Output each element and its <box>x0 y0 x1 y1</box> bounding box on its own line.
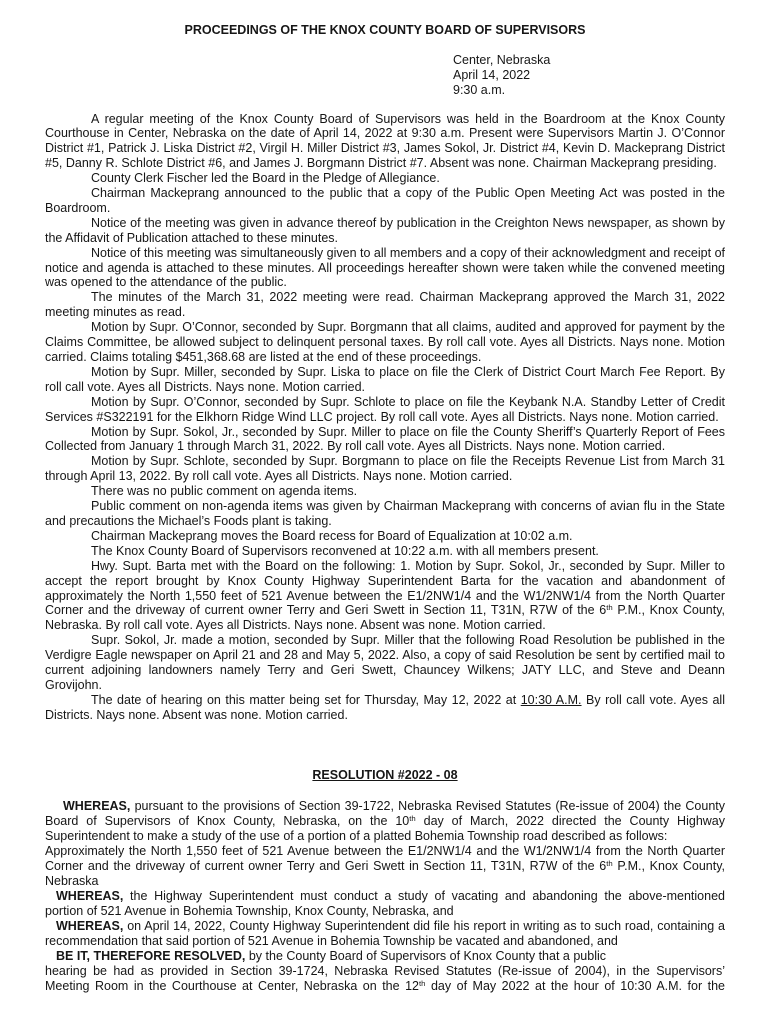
minutes-paragraph <box>45 454 725 484</box>
minutes-paragraph <box>45 529 725 544</box>
resolution-paragraph <box>45 889 725 919</box>
paragraph-text: Notice of the meeting was given in advance thereof by publication in the Creighton News newspaper, as shown by the Affidavit of Publication attached to these minutes. <box>45 215 725 245</box>
paragraph-text: P.M., Knox County, Nebraska <box>45 858 726 888</box>
meeting-date: April 14, 2022 <box>453 68 531 82</box>
minutes-paragraph <box>45 544 725 559</box>
resolution-paragraph <box>45 949 725 964</box>
paragraph-text: Motion by Supr. O’Connor, seconded by Supr. Schlote to place on file the Keybank N.A. Standby Letter of Credit Services #S322191 for the Elkhorn Ridge Wind LLC project. By roll call vote. Ayes all Districts. Nays none. Motion carried. <box>45 394 725 424</box>
paragraph-text: There was no public comment on agenda items. <box>91 484 358 499</box>
dateline <box>453 53 550 98</box>
paragraph-text: Chairman Mackeprang announced to the public that a copy of the Public Open Meeting Act was posted in the Boardroom. <box>45 186 725 215</box>
paragraph-text: on April 14, 2022, County Highway Superintendent did file his report in writing as to such road, containing a recommendation that said portion of 521 Avenue in Bohemia Township be vacated and abandoned, and <box>45 918 725 948</box>
paragraph-text: County Clerk Fischer led the Board in the Pledge of Allegiance. <box>91 171 440 186</box>
paragraph-text: Public comment on non-agenda items was given by Chairman Mackeprang with concerns of avian flu in the State and precautions the Michael’s Foods plant is taking. <box>45 499 725 528</box>
bold-lead-in: WHEREAS, <box>63 798 131 813</box>
minutes-paragraph <box>45 246 725 291</box>
minutes-paragraph <box>45 171 725 186</box>
minutes-paragraph <box>45 320 725 365</box>
paragraph-text: pursuant to the provisions of Section 39-1722, Nebraska Revised Statutes (Re-issue of 2004) the County Board of Supervisors of Knox County, Nebraska, on the 10 <box>45 798 725 828</box>
paragraph-text: A regular meeting of the Knox County Board of Supervisors was held in the Boardroom at the Knox County Courthouse in Center, Nebraska on the date of April 14, 2022 at 9:30 a.m. Present were Supervisors Martin J. O’Connor District #1, Patrick J. Liska District #2, Virgil H. Miller District #3, James Sokol, Jr. District #4, Kevin D. Mackeprang District #5, Danny R. Schlote District #6, and James J. Borgmann District #7. Absent was none. Chairman Mackeprang presiding. <box>45 111 725 171</box>
paragraph-text: Notice of this meeting was simultaneously given to all members and a copy of their acknowledgment and receipt of notice and agenda is attached to these minutes. All proceedings hereafter shown were taken while the convened meeting was opened to the attendance of the public. <box>45 245 725 290</box>
resolution-body <box>45 799 725 995</box>
paragraph-text: day of May 2022 at the hour of 10:30 A.M. for the <box>425 979 726 994</box>
paragraph-text: by the County Board of Supervisors of Knox County that a public <box>245 948 606 963</box>
resolution-paragraph <box>45 919 725 949</box>
paragraph-text: The Knox County Board of Supervisors reconvened at 10:22 a.m. with all members present. <box>91 543 599 558</box>
paragraph-text: Motion by Supr. Sokol, Jr., seconded by Supr. Miller to place on file the County Sheriff’s Quarterly Report of Fees Collected from January 1 through March 31, 2022. By roll call vote. Ayes all Districts. Nays none. Motion carried. <box>45 424 725 454</box>
paragraph-text: Motion by Supr. Schlote, seconded by Supr. Borgmann to place on file the Receipts Revenue List from March 31 through April 13, 2022. By roll call vote. Ayes all Districts. Nays none. Motion carried. <box>45 454 725 484</box>
minutes-paragraph <box>45 365 725 395</box>
ordinal-superscript: th <box>606 858 613 868</box>
resolution-heading: RESOLUTION #2022 - 08 <box>312 767 458 782</box>
ordinal-superscript: th <box>606 603 613 613</box>
resolution-paragraph <box>45 844 725 889</box>
minutes-body <box>45 112 725 723</box>
paragraph-text: Supr. Sokol, Jr. made a motion, seconded by Supr. Miller that the following Road Resolution be published in the Verdigre Eagle newspaper on April 21 and 28 and May 5, 2022. Also, a copy of said Resolution be sent by certified mail to current adjoining landowners namely Terry and Geri Swett, Chauncey Wilkens; JATY LLC, and Steve and Deann Grovijohn. <box>45 633 725 692</box>
minutes-paragraph <box>45 395 725 425</box>
paragraph-text: Chairman Mackeprang moves the Board recess for Board of Equalization at 10:02 a.m. <box>91 528 573 543</box>
document-title: PROCEEDINGS OF THE KNOX COUNTY BOARD OF SUPERVISORS <box>184 22 586 37</box>
paragraph-text: By roll call vote. Ayes all Districts. Nays none. Absent was none. Motion carried. <box>45 692 725 722</box>
resolution-paragraph <box>45 799 725 844</box>
ordinal-superscript: th <box>409 813 416 823</box>
paragraph-text: P.M., Knox County, Nebraska. By roll call vote. Ayes all Districts. Nays none. Absent was none. Motion carried. <box>45 603 726 633</box>
minutes-paragraph <box>45 693 725 723</box>
minutes-paragraph <box>45 216 725 246</box>
paragraph-text: day of March, 2022 directed the County Highway Superintendent to make a study of the use of a portion of a platted Bohemia Township road described as follows: <box>45 813 725 843</box>
bold-lead-in: WHEREAS, <box>56 888 124 903</box>
minutes-paragraph <box>45 425 725 455</box>
minutes-paragraph <box>45 499 725 529</box>
minutes-paragraph <box>45 559 725 634</box>
paragraph-text: hearing be had as provided in Section 39-1724, Nebraska Revised Statutes (Re-issue of 2004), in the Supervisors’ Meeting Room in the Courthouse at Center, Nebraska on the 12 <box>45 964 725 994</box>
minutes-paragraph <box>45 484 725 499</box>
meeting-time: 9:30 a.m. <box>453 83 506 97</box>
minutes-paragraph <box>45 290 725 320</box>
minutes-paragraph <box>45 186 725 216</box>
underlined-text: 10:30 A.M. <box>520 692 582 707</box>
paragraph-text: Approximately the North 1,550 feet of 521 Avenue between the E1/2NW1/4 and the W1/2NW1/4 from the North Quarter Corner and the driveway of current owner Terry and Geri Swett in Section 11, T31N, R7W of the 6 <box>45 843 725 873</box>
paragraph-text: The date of hearing on this matter being set for Thursday, May 12, 2022 at <box>91 692 521 707</box>
bold-lead-in: WHEREAS, <box>56 918 124 933</box>
minutes-paragraph <box>45 633 725 693</box>
paragraph-text: the Highway Superintendent must conduct a study of vacating and abandoning the above-mentioned portion of 521 Avenue in Bohemia Township, Knox County, Nebraska, and <box>45 888 725 918</box>
paragraph-text: Motion by Supr. Miller, seconded by Supr. Liska to place on file the Clerk of District Court March Fee Report. By roll call vote. Ayes all Districts. Nays none. Motion carried. <box>45 364 725 394</box>
paragraph-text: Hwy. Supt. Barta met with the Board on the following: 1. Motion by Supr. Sokol, Jr., seconded by Supr. Miller to accept the report brought by Knox County Highway Superintendent Barta for the vacation and abandonment of approximately the North 1,550 feet of 521 Avenue between the E1/2NW1/4 and the W1/2NW1/4 from the North Quarter Corner and the driveway of current owner Terry and Geri Swett in Section 11, T31N, R7W of the 6 <box>45 558 725 618</box>
bold-lead-in: BE IT, THEREFORE RESOLVED, <box>56 948 246 963</box>
paragraph-text: Motion by Supr. O’Connor, seconded by Supr. Borgmann that all claims, audited and approved for payment by the Claims Committee, be allowed subject to delinquent personal taxes. By roll call vote. Ayes all Districts. Nays none. Motion carried. Claims totaling $451,368.68 are listed at the end of these proceedings. <box>45 320 725 364</box>
paragraph-text: The minutes of the March 31, 2022 meeting were read. Chairman Mackeprang approved the March 31, 2022 meeting minutes as read. <box>45 290 725 320</box>
meeting-place: Center, Nebraska <box>453 53 551 67</box>
minutes-paragraph <box>45 112 725 172</box>
resolution-paragraph <box>45 964 725 994</box>
ordinal-superscript: th <box>419 979 426 989</box>
